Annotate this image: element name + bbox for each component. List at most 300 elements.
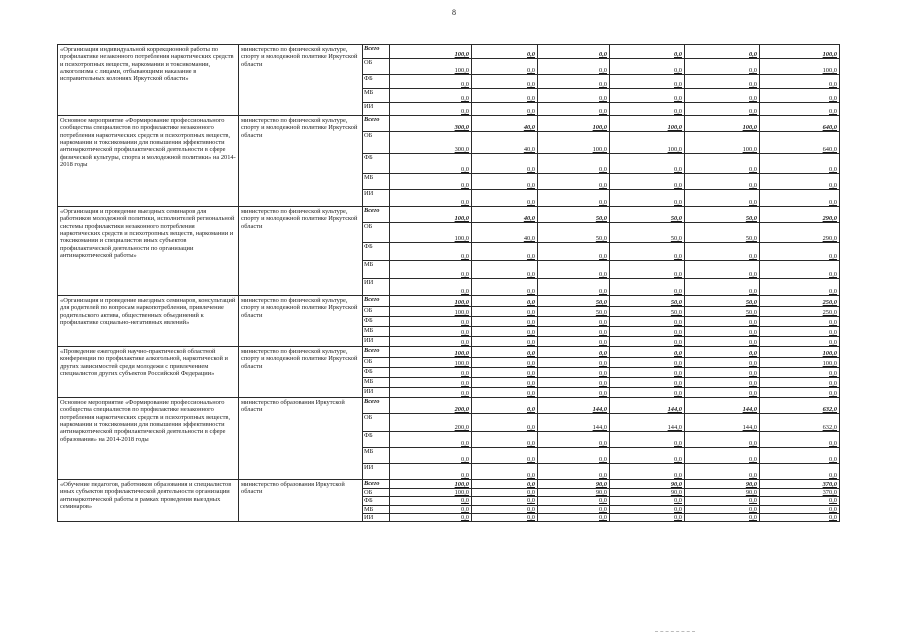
- amount-text: 290,0: [822, 234, 837, 242]
- amount-text: 0,0: [599, 455, 607, 463]
- executor-name: министерство образования Иркутской области: [239, 398, 363, 480]
- amount-text: 0,0: [599, 359, 607, 367]
- amount-text: 0,0: [674, 107, 682, 115]
- year-value: [538, 243, 610, 261]
- amount-text: 632,0: [822, 423, 837, 431]
- amount-text: 0,0: [461, 270, 469, 278]
- amount-text: 0,0: [599, 198, 607, 206]
- year-value: [390, 45, 472, 59]
- executor-name: министерство по физической культуре, спорту и молодежной политике Иркутской области: [239, 207, 363, 296]
- year-value: [472, 347, 538, 358]
- amount-text: 90,0: [745, 480, 757, 488]
- year-value: [685, 368, 760, 378]
- amount-text: 0,0: [829, 287, 837, 295]
- amount-text: 40,0: [523, 123, 535, 131]
- amount-text: 0,0: [599, 318, 607, 326]
- executor-name: министерство по физической культуре, спорту и молодежной политике Иркутской области: [239, 347, 363, 398]
- year-value: [538, 480, 610, 489]
- amount-text: 100,0: [454, 298, 469, 306]
- amount-text: 50,0: [595, 298, 607, 306]
- budget-table: [57, 44, 840, 522]
- amount-text: 0,0: [749, 359, 757, 367]
- year-value: [390, 75, 472, 89]
- amount-text: 0,0: [829, 198, 837, 206]
- amount-text: 0,0: [749, 497, 757, 505]
- year-value: [685, 243, 760, 261]
- amount-text: 0,0: [599, 389, 607, 397]
- amount-text: 0,0: [527, 181, 535, 189]
- funding-source: ОБ: [363, 132, 390, 154]
- year-value: [610, 243, 685, 261]
- year-value: [390, 514, 472, 522]
- funding-source: ИИ: [363, 103, 390, 116]
- funding-source: ОБ: [363, 358, 390, 368]
- funding-source: ФБ: [363, 368, 390, 378]
- row-total-value: [760, 358, 840, 368]
- amount-text: 0,0: [461, 389, 469, 397]
- amount-text: 100,0: [667, 145, 682, 153]
- year-value: [610, 464, 685, 480]
- year-value: [685, 388, 760, 398]
- year-value: [610, 154, 685, 174]
- amount-text: 90,0: [595, 489, 607, 496]
- amount-text: 0,0: [829, 389, 837, 397]
- year-value: [472, 296, 538, 307]
- year-value: [685, 337, 760, 347]
- year-value: [610, 497, 685, 505]
- amount-text: 0,0: [599, 94, 607, 102]
- funding-source: ОБ: [363, 414, 390, 432]
- row-total-value: [760, 207, 840, 223]
- amount-text: 50,0: [670, 298, 682, 306]
- table-row: [58, 45, 840, 59]
- year-value: [390, 103, 472, 116]
- amount-text: 0,0: [674, 497, 682, 505]
- amount-text: 0,0: [674, 338, 682, 346]
- year-value: [685, 358, 760, 368]
- year-value: [610, 317, 685, 327]
- amount-text: 0,0: [749, 379, 757, 387]
- year-value: [610, 296, 685, 307]
- amount-text: 0,0: [674, 181, 682, 189]
- year-value: [610, 132, 685, 154]
- funding-source: Всего: [363, 207, 390, 223]
- amount-text: 90,0: [670, 489, 682, 496]
- amount-text: 0,0: [674, 379, 682, 387]
- amount-text: 50,0: [595, 234, 607, 242]
- amount-text: 0,0: [829, 471, 837, 479]
- amount-text: 144,0: [667, 405, 682, 413]
- amount-text: 0,0: [461, 338, 469, 346]
- year-value: [610, 347, 685, 358]
- amount-text: 0,0: [749, 165, 757, 173]
- amount-text: 50,0: [670, 214, 682, 222]
- amount-text: 0,0: [749, 514, 757, 522]
- year-value: [472, 448, 538, 464]
- amount-text: 0,0: [674, 505, 682, 513]
- scan-artifact: [655, 631, 695, 632]
- year-value: [538, 327, 610, 337]
- year-value: [390, 388, 472, 398]
- funding-source: Всего: [363, 398, 390, 414]
- year-value: [472, 243, 538, 261]
- amount-text: 0,0: [829, 252, 837, 260]
- amount-text: 0,0: [461, 439, 469, 447]
- amount-text: 50,0: [745, 214, 757, 222]
- funding-source: МБ: [363, 327, 390, 337]
- amount-text: 0,0: [829, 94, 837, 102]
- year-value: [472, 116, 538, 132]
- amount-text: 100,0: [454, 349, 469, 357]
- year-value: [685, 347, 760, 358]
- year-value: [610, 505, 685, 513]
- funding-source: МБ: [363, 174, 390, 190]
- amount-text: 0,0: [461, 379, 469, 387]
- year-value: [390, 432, 472, 448]
- year-value: [472, 174, 538, 190]
- row-total-value: [760, 368, 840, 378]
- year-value: [610, 89, 685, 103]
- amount-text: 0,0: [527, 480, 535, 488]
- year-value: [538, 514, 610, 522]
- year-value: [538, 132, 610, 154]
- year-value: [472, 432, 538, 448]
- amount-text: 0,0: [461, 80, 469, 88]
- amount-text: 200,0: [454, 423, 469, 431]
- amount-text: 0,0: [461, 514, 469, 522]
- year-value: [610, 489, 685, 497]
- year-value: [610, 116, 685, 132]
- amount-text: 100,0: [454, 359, 469, 367]
- year-value: [685, 296, 760, 307]
- year-value: [610, 307, 685, 317]
- year-value: [538, 223, 610, 243]
- row-total-value: [760, 75, 840, 89]
- amount-text: 0,0: [829, 338, 837, 346]
- year-value: [685, 378, 760, 388]
- year-value: [610, 261, 685, 279]
- amount-text: 0,0: [527, 423, 535, 431]
- amount-text: 100,0: [822, 66, 837, 74]
- budget-table-body: [58, 45, 840, 522]
- row-total-value: [760, 489, 840, 497]
- year-value: [538, 358, 610, 368]
- amount-text: 0,0: [527, 439, 535, 447]
- year-value: [472, 75, 538, 89]
- amount-text: 0,0: [527, 107, 535, 115]
- amount-text: 0,0: [599, 349, 607, 357]
- amount-text: 0,0: [749, 107, 757, 115]
- year-value: [685, 464, 760, 480]
- amount-text: 0,0: [674, 287, 682, 295]
- year-value: [685, 448, 760, 464]
- executor-name: министерство по физической культуре, спорту и молодежной политике Иркутской области: [239, 45, 363, 116]
- amount-text: 0,0: [599, 287, 607, 295]
- amount-text: 0,0: [674, 252, 682, 260]
- year-value: [390, 368, 472, 378]
- year-value: [472, 223, 538, 243]
- amount-text: 50,0: [670, 234, 682, 242]
- amount-text: 0,0: [461, 198, 469, 206]
- amount-text: 100,0: [592, 145, 607, 153]
- year-value: [538, 368, 610, 378]
- row-total-value: [760, 279, 840, 296]
- amount-text: 0,0: [674, 328, 682, 336]
- activity-description: «Организация и проведение выездных семинаров для работников молодежной политики, исполнителей региональной системы профилактики незаконного потребления наркотических средств и психотропных веществ, наркомании и токсикомании и специалистов иных субъектов профилактической деятельности по организации антинаркотической работы»: [58, 207, 239, 296]
- amount-text: 300,0: [454, 145, 469, 153]
- year-value: [610, 174, 685, 190]
- year-value: [390, 398, 472, 414]
- amount-text: 0,0: [461, 252, 469, 260]
- amount-text: 0,0: [749, 318, 757, 326]
- amount-text: 0,0: [599, 514, 607, 522]
- funding-source: Всего: [363, 296, 390, 307]
- amount-text: 50,0: [595, 308, 607, 316]
- amount-text: 0,0: [749, 505, 757, 513]
- year-value: [472, 497, 538, 505]
- year-value: [472, 154, 538, 174]
- year-value: [610, 45, 685, 59]
- year-value: [390, 337, 472, 347]
- amount-text: 0,0: [674, 80, 682, 88]
- year-value: [472, 261, 538, 279]
- row-total-value: [760, 261, 840, 279]
- amount-text: 0,0: [527, 405, 535, 413]
- row-total-value: [760, 432, 840, 448]
- amount-text: 0,0: [599, 165, 607, 173]
- year-value: [685, 497, 760, 505]
- year-value: [610, 207, 685, 223]
- amount-text: 90,0: [670, 480, 682, 488]
- year-value: [610, 59, 685, 75]
- amount-text: 50,0: [670, 308, 682, 316]
- amount-text: 0,0: [674, 439, 682, 447]
- funding-source: МБ: [363, 448, 390, 464]
- year-value: [685, 414, 760, 432]
- row-total-value: [760, 223, 840, 243]
- year-value: [472, 368, 538, 378]
- amount-text: 0,0: [749, 471, 757, 479]
- year-value: [390, 317, 472, 327]
- year-value: [472, 132, 538, 154]
- year-value: [610, 378, 685, 388]
- funding-source: ИИ: [363, 279, 390, 296]
- amount-text: 90,0: [595, 480, 607, 488]
- year-value: [472, 505, 538, 513]
- amount-text: 0,0: [527, 270, 535, 278]
- year-value: [390, 414, 472, 432]
- year-value: [610, 103, 685, 116]
- amount-text: 0,0: [527, 252, 535, 260]
- amount-text: 0,0: [674, 349, 682, 357]
- row-total-value: [760, 497, 840, 505]
- amount-text: 0,0: [527, 349, 535, 357]
- table-row: [58, 207, 840, 223]
- amount-text: 0,0: [749, 270, 757, 278]
- year-value: [390, 207, 472, 223]
- year-value: [472, 317, 538, 327]
- funding-source: МБ: [363, 505, 390, 513]
- amount-text: 100,0: [454, 66, 469, 74]
- amount-text: 0,0: [674, 359, 682, 367]
- activity-description: «Организация и проведение выездных семинаров, консультаций для родителей по вопросам наркопотребления, привлечение родительского актива, общественных объединений к профилактике социально-негативных явлений»: [58, 296, 239, 347]
- amount-text: 200,0: [454, 405, 469, 413]
- amount-text: 0,0: [749, 439, 757, 447]
- funding-source: Всего: [363, 116, 390, 132]
- row-total-value: [760, 307, 840, 317]
- year-value: [472, 59, 538, 75]
- amount-text: 250,0: [822, 298, 837, 306]
- year-value: [390, 307, 472, 317]
- row-total-value: [760, 174, 840, 190]
- year-value: [390, 174, 472, 190]
- amount-text: 0,0: [829, 455, 837, 463]
- amount-text: 0,0: [527, 94, 535, 102]
- amount-text: 100,0: [822, 359, 837, 367]
- amount-text: 0,0: [527, 66, 535, 74]
- year-value: [610, 414, 685, 432]
- year-value: [685, 207, 760, 223]
- year-value: [472, 464, 538, 480]
- year-value: [538, 279, 610, 296]
- amount-text: 0,0: [674, 455, 682, 463]
- year-value: [685, 116, 760, 132]
- year-value: [538, 45, 610, 59]
- funding-source: ФБ: [363, 497, 390, 505]
- year-value: [538, 414, 610, 432]
- amount-text: 0,0: [461, 181, 469, 189]
- year-value: [610, 190, 685, 207]
- year-value: [685, 505, 760, 513]
- amount-text: 250,0: [822, 308, 837, 316]
- activity-description: Основное мероприятие «Формирование профессионального сообщества специалистов по профилактике незаконного потребления наркотических средств и психотропных веществ, наркомании и токсикомании для повышения эффективности антинаркотической профилактической деятельности в сфере образования» на 2014-2018 годы: [58, 398, 239, 480]
- funding-source: ИИ: [363, 337, 390, 347]
- amount-text: 0,0: [749, 287, 757, 295]
- year-value: [610, 223, 685, 243]
- year-value: [610, 514, 685, 522]
- amount-text: 0,0: [461, 94, 469, 102]
- year-value: [610, 480, 685, 489]
- amount-text: 0,0: [599, 338, 607, 346]
- year-value: [390, 116, 472, 132]
- amount-text: 0,0: [527, 287, 535, 295]
- amount-text: 0,0: [461, 287, 469, 295]
- year-value: [538, 261, 610, 279]
- year-value: [610, 368, 685, 378]
- amount-text: 100,0: [454, 308, 469, 316]
- amount-text: 0,0: [599, 505, 607, 513]
- year-value: [538, 497, 610, 505]
- year-value: [538, 489, 610, 497]
- amount-text: 0,0: [829, 369, 837, 377]
- year-value: [685, 174, 760, 190]
- amount-text: 0,0: [461, 107, 469, 115]
- year-value: [472, 480, 538, 489]
- year-value: [472, 414, 538, 432]
- amount-text: 144,0: [742, 423, 757, 431]
- table-row: [58, 480, 840, 489]
- row-total-value: [760, 116, 840, 132]
- amount-text: 100,0: [822, 349, 837, 357]
- amount-text: 100,0: [742, 123, 757, 131]
- year-value: [538, 448, 610, 464]
- year-value: [538, 296, 610, 307]
- row-total-value: [760, 388, 840, 398]
- year-value: [390, 59, 472, 75]
- amount-text: 0,0: [674, 514, 682, 522]
- amount-text: 0,0: [829, 318, 837, 326]
- year-value: [390, 497, 472, 505]
- year-value: [390, 154, 472, 174]
- amount-text: 50,0: [745, 308, 757, 316]
- amount-text: 0,0: [527, 318, 535, 326]
- year-value: [610, 388, 685, 398]
- amount-text: 0,0: [749, 328, 757, 336]
- amount-text: 100,0: [454, 234, 469, 242]
- amount-text: 0,0: [527, 198, 535, 206]
- year-value: [610, 398, 685, 414]
- amount-text: 0,0: [527, 505, 535, 513]
- amount-text: 0,0: [674, 318, 682, 326]
- amount-text: 640,0: [822, 145, 837, 153]
- year-value: [685, 75, 760, 89]
- amount-text: 144,0: [592, 405, 607, 413]
- year-value: [472, 45, 538, 59]
- amount-text: 0,0: [527, 165, 535, 173]
- amount-text: 0,0: [599, 252, 607, 260]
- row-total-value: [760, 414, 840, 432]
- amount-text: 0,0: [527, 308, 535, 316]
- amount-text: 0,0: [461, 505, 469, 513]
- year-value: [610, 432, 685, 448]
- funding-source: ОБ: [363, 59, 390, 75]
- amount-text: 0,0: [527, 455, 535, 463]
- amount-text: 40,0: [523, 234, 535, 242]
- row-total-value: [760, 296, 840, 307]
- amount-text: 0,0: [599, 181, 607, 189]
- year-value: [685, 317, 760, 327]
- row-total-value: [760, 243, 840, 261]
- amount-text: 0,0: [749, 455, 757, 463]
- year-value: [472, 358, 538, 368]
- year-value: [390, 89, 472, 103]
- year-value: [685, 327, 760, 337]
- amount-text: 0,0: [749, 349, 757, 357]
- year-value: [538, 116, 610, 132]
- funding-source: ИИ: [363, 388, 390, 398]
- row-total-value: [760, 464, 840, 480]
- year-value: [538, 432, 610, 448]
- row-total-value: [760, 89, 840, 103]
- amount-text: 0,0: [527, 328, 535, 336]
- amount-text: 100,0: [822, 50, 837, 58]
- year-value: [390, 261, 472, 279]
- funding-source: ОБ: [363, 489, 390, 497]
- amount-text: 0,0: [527, 338, 535, 346]
- amount-text: 290,0: [822, 214, 837, 222]
- year-value: [390, 448, 472, 464]
- year-value: [538, 89, 610, 103]
- funding-source: ОБ: [363, 307, 390, 317]
- year-value: [472, 378, 538, 388]
- year-value: [538, 398, 610, 414]
- row-total-value: [760, 514, 840, 522]
- amount-text: 0,0: [527, 389, 535, 397]
- activity-description: «Обучение педагогов, работников образования и специалистов иных субъектов профилактической деятельности организации антинаркотической работы в рамках проведения выездных семинаров»: [58, 480, 239, 522]
- year-value: [390, 358, 472, 368]
- year-value: [685, 89, 760, 103]
- executor-name: министерство по физической культуре, спорту и молодежной политике Иркутской области: [239, 296, 363, 347]
